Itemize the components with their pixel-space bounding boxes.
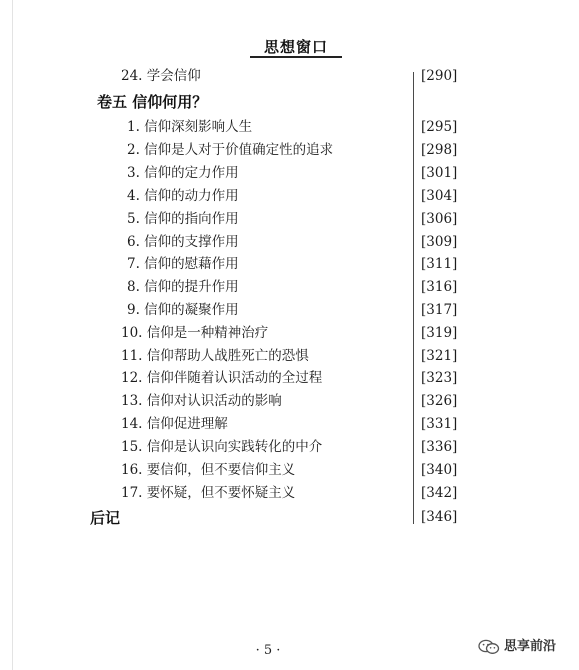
running-header-title: 思想窗口 — [263, 38, 328, 56]
toc-entry-title: 10. 信仰是一种精神治疗 — [121, 325, 269, 341]
toc-page-number: [340] — [421, 462, 458, 478]
toc-page-number: [316] — [421, 279, 458, 295]
toc-page-number: [306] — [421, 211, 458, 227]
toc-entry-title: 14. 信仰促进理解 — [121, 416, 228, 432]
toc-entry-title: 17. 要怀疑，但不要怀疑主义 — [121, 485, 296, 501]
toc-page-number: [346] — [421, 509, 458, 525]
toc-page-number: [311] — [421, 256, 458, 272]
toc-page-number: [290] — [421, 68, 458, 84]
page-edge-line — [12, 0, 13, 670]
toc-page-number: [295] — [421, 119, 458, 135]
page-number: · 5 · — [255, 643, 281, 658]
toc-entry-row — [127, 140, 470, 160]
toc-entry-row — [121, 391, 470, 411]
toc-page-number: [319] — [421, 325, 458, 341]
toc-entry-row — [121, 323, 470, 343]
toc-section-title: 后记 — [90, 509, 121, 527]
toc-entry-title: 5. 信仰的指向作用 — [127, 211, 239, 227]
toc-entry-title: 12. 信仰伴随着认识活动的全过程 — [121, 370, 323, 386]
toc-entry-row — [127, 117, 470, 137]
toc-section-title: 卷五 信仰何用？ — [97, 93, 208, 111]
toc-entry-row — [121, 437, 470, 457]
toc-entry-row — [127, 163, 470, 183]
toc-entry-row — [127, 232, 470, 252]
toc-entry-title: 2. 信仰是人对于价值确定性的追求 — [127, 142, 334, 158]
header-underline — [250, 56, 342, 58]
toc-page-number: [326] — [421, 393, 458, 409]
toc-entry-row — [127, 277, 470, 297]
wechat-icon — [478, 639, 500, 655]
toc-entry-title: 9. 信仰的凝聚作用 — [127, 302, 239, 318]
toc-entry-row — [121, 483, 470, 503]
toc-entry-title: 6. 信仰的支撑作用 — [127, 234, 239, 250]
toc-entry-title: 3. 信仰的定力作用 — [127, 165, 239, 181]
toc-entry-title: 11. 信仰帮助人战胜死亡的恐惧 — [121, 348, 309, 364]
toc-entry-row — [121, 368, 470, 388]
toc-page-number: [331] — [421, 416, 458, 432]
toc-entry-row — [121, 460, 470, 480]
toc-entry-title: 4. 信仰的动力作用 — [127, 188, 239, 204]
toc-page-number: [298] — [421, 142, 458, 158]
toc-page-number: [317] — [421, 302, 458, 318]
toc-entry-row — [127, 254, 470, 274]
toc-entry-title: 15. 信仰是认识向实践转化的中介 — [121, 439, 323, 455]
toc-entry-title: 13. 信仰对认识活动的影响 — [121, 393, 282, 409]
toc-entry-row — [127, 209, 470, 229]
toc-page-number: [309] — [421, 234, 458, 250]
toc-entry-title: 24. 学会信仰 — [121, 68, 201, 84]
toc-entry-row — [121, 414, 470, 434]
toc-page-number: [323] — [421, 370, 458, 386]
toc-entry-row — [121, 66, 470, 86]
toc-entry-title: 8. 信仰的提升作用 — [127, 279, 239, 295]
watermark — [478, 636, 576, 658]
toc-page-number: [304] — [421, 188, 458, 204]
toc-entry-row — [121, 346, 470, 366]
running-header — [250, 38, 342, 60]
toc-page-number: [336] — [421, 439, 458, 455]
toc-entry-title: 7. 信仰的慰藉作用 — [127, 256, 239, 272]
toc-section-row — [97, 91, 470, 111]
toc-page-number: [321] — [421, 348, 458, 364]
watermark-text: 思享前沿 — [504, 639, 557, 654]
toc-entry-title: 16. 要信仰，但不要信仰主义 — [121, 462, 296, 478]
toc-section-row — [90, 507, 470, 527]
toc-entry-title: 1. 信仰深刻影响人生 — [127, 119, 253, 135]
toc-page-number: [342] — [421, 485, 458, 501]
toc-entry-row — [127, 186, 470, 206]
toc-page-number: [301] — [421, 165, 458, 181]
toc-entry-row — [127, 300, 470, 320]
